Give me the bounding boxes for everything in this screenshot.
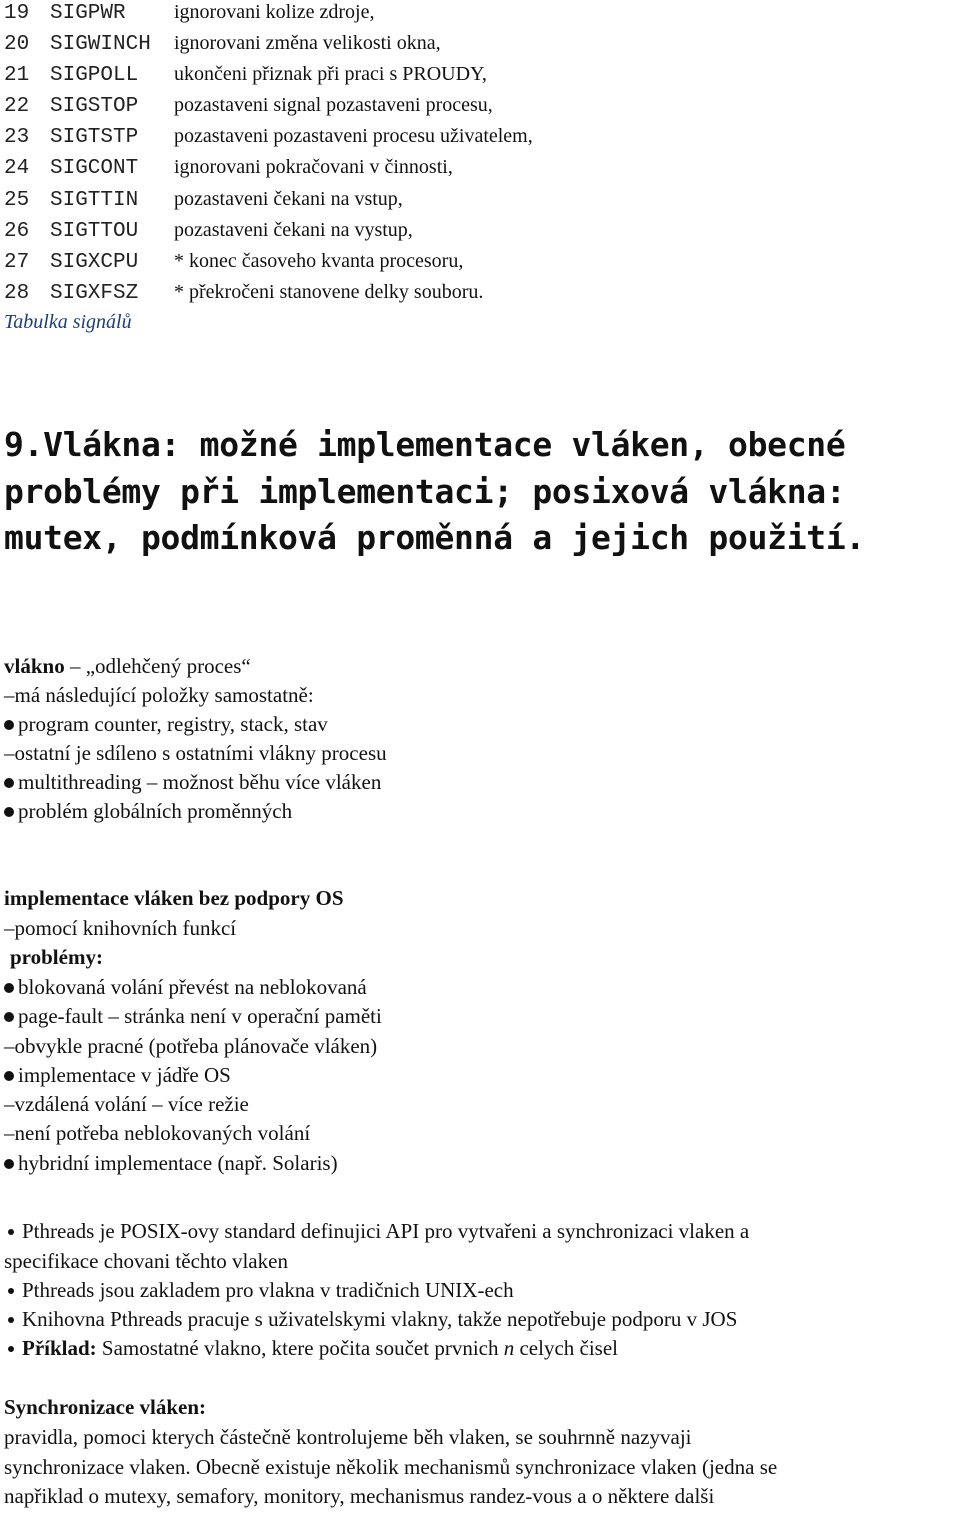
pthreads-item-continued: specifikace chovani těchto vlaken: [4, 1249, 288, 1273]
signal-number: 22: [4, 95, 30, 118]
signal-name: SIGSTOP: [50, 95, 139, 118]
sync-text-line: synchronizace vlaken. Obecně existuje několik mechanismů synchronizace vlaken (jedna se: [4, 1455, 778, 1479]
signal-name: SIGCONT: [50, 157, 139, 180]
vlakno-term: vlákno: [4, 654, 65, 678]
signal-number: 27: [4, 251, 30, 274]
pthreads-item: Pthreads je POSIX-ovy standard definujici API pro vytvařeni a synchronizaci vlaken a: [4, 1219, 749, 1244]
signal-name: SIGPWR: [50, 2, 126, 25]
signal-description: * překročeni stanovene delky souboru.: [174, 281, 484, 303]
section-heading: 9.Vlákna: možné implementace vláken, obecné problémy při implementaci; posixová vlákna: mutex, podmínková proměnná a jejich použití.: [4, 425, 865, 557]
sync-text-line: pravidla, pomoci kterych částečně kontrolujeme běh vlaken, se souhrnně nazyvaji: [4, 1425, 692, 1449]
problems-label: problémy:: [10, 945, 103, 969]
bullet-icon: [4, 720, 14, 730]
signal-description: ignorovani pokračovani v činnosti,: [174, 156, 453, 178]
signal-number: 20: [4, 33, 30, 56]
bullet-icon: [8, 1317, 14, 1323]
list-item: program counter, registry, stack, stav: [4, 712, 328, 737]
list-item: –pomocí knihovních funkcí: [4, 916, 237, 940]
bullet-icon: [8, 1346, 14, 1352]
signal-row: [4, 0, 375, 29]
signal-name: SIGTTOU: [50, 220, 139, 243]
signal-description: ukončeni přiznak při praci s PROUDY,: [174, 63, 487, 85]
signal-name: SIGXFSZ: [50, 282, 139, 305]
signal-number: 25: [4, 189, 30, 212]
impl-title: implementace vláken bez podpory OS: [4, 886, 344, 910]
signal-name: SIGTTIN: [50, 189, 139, 212]
list-item: blokovaná volání převést na neblokovaná: [4, 975, 367, 1000]
signal-number: 19: [4, 2, 30, 25]
list-item: problém globálních proměnných: [4, 799, 292, 824]
example-label: Příklad:: [22, 1336, 97, 1360]
bullet-icon: [4, 1159, 14, 1169]
bullet-icon: [4, 1071, 14, 1081]
signal-description: pozastaveni čekani na vstup,: [174, 188, 403, 210]
signal-row: [4, 186, 403, 216]
signal-description: pozastaveni signal pozastaveni procesu,: [174, 94, 493, 116]
signal-row: [4, 61, 487, 91]
signal-number: 28: [4, 282, 30, 305]
sync-title: Synchronizace vláken:: [4, 1395, 207, 1419]
signal-number: 24: [4, 157, 30, 180]
bullet-icon: [8, 1229, 14, 1235]
signal-description: * konec časoveho kvanta procesoru,: [174, 250, 464, 272]
signal-name: SIGTSTP: [50, 126, 139, 149]
signal-description: ignorovani změna velikosti okna,: [174, 32, 441, 54]
signal-number: 26: [4, 220, 30, 243]
signal-description: ignorovani kolize zdroje,: [174, 1, 375, 23]
list-item: –obvykle pracné (potřeba plánovače vláken): [4, 1034, 378, 1058]
list-item: –má následující položky samostatně:: [4, 683, 314, 707]
signal-row: [4, 30, 441, 60]
signal-number: 23: [4, 126, 30, 149]
signal-row: [4, 92, 493, 122]
list-item: –ostatní je sdíleno s ostatními vlákny procesu: [4, 741, 387, 765]
bullet-icon: [4, 807, 14, 817]
table-caption: Tabulka signálů: [4, 311, 132, 333]
signal-row: [4, 279, 483, 309]
vlakno-definition: [4, 654, 251, 679]
variable-n: n: [503, 1336, 515, 1360]
signal-row: [4, 154, 453, 184]
bullet-icon: [4, 778, 14, 788]
bullet-icon: [4, 983, 14, 993]
bullet-icon: [4, 1012, 14, 1022]
signal-number: 21: [4, 64, 30, 87]
signal-description: pozastaveni pozastaveni procesu uživatelem,: [174, 125, 533, 147]
bullet-icon: [8, 1288, 14, 1294]
list-item: page-fault – stránka není v operační paměti: [4, 1004, 382, 1029]
list-item: multithreading – možnost běhu více vláken: [4, 770, 381, 795]
signal-row: [4, 217, 413, 247]
vlakno-def: – „odlehčený proces“: [69, 654, 251, 678]
list-item: –vzdálená volání – více režie: [4, 1092, 249, 1116]
list-item: implementace v jádře OS: [4, 1063, 231, 1088]
signal-row: [4, 123, 533, 153]
signal-name: SIGXCPU: [50, 251, 139, 274]
signal-name: SIGWINCH: [50, 33, 151, 56]
pthreads-item: Pthreads jsou zakladem pro vlakna v tradičnich UNIX-ech: [4, 1278, 514, 1303]
list-item: hybridní implementace (např. Solaris): [4, 1151, 338, 1176]
sync-text-line: napřiklad o mutexy, semafory, monitory, mechanismus randez-vous a o některe dalši: [4, 1484, 715, 1508]
list-item: –není potřeba neblokovaných volání: [4, 1121, 311, 1145]
signal-description: pozastaveni čekani na vystup,: [174, 219, 413, 241]
pthreads-example: Příklad: Samostatné vlakno, ktere počita součet prvnich n celych čisel: [4, 1336, 618, 1361]
signal-row: [4, 248, 463, 278]
signal-name: SIGPOLL: [50, 64, 139, 87]
pthreads-item: Knihovna Pthreads pracuje s uživatelskymi vlakny, takže nepotřebuje podporu v JOS: [4, 1307, 737, 1332]
